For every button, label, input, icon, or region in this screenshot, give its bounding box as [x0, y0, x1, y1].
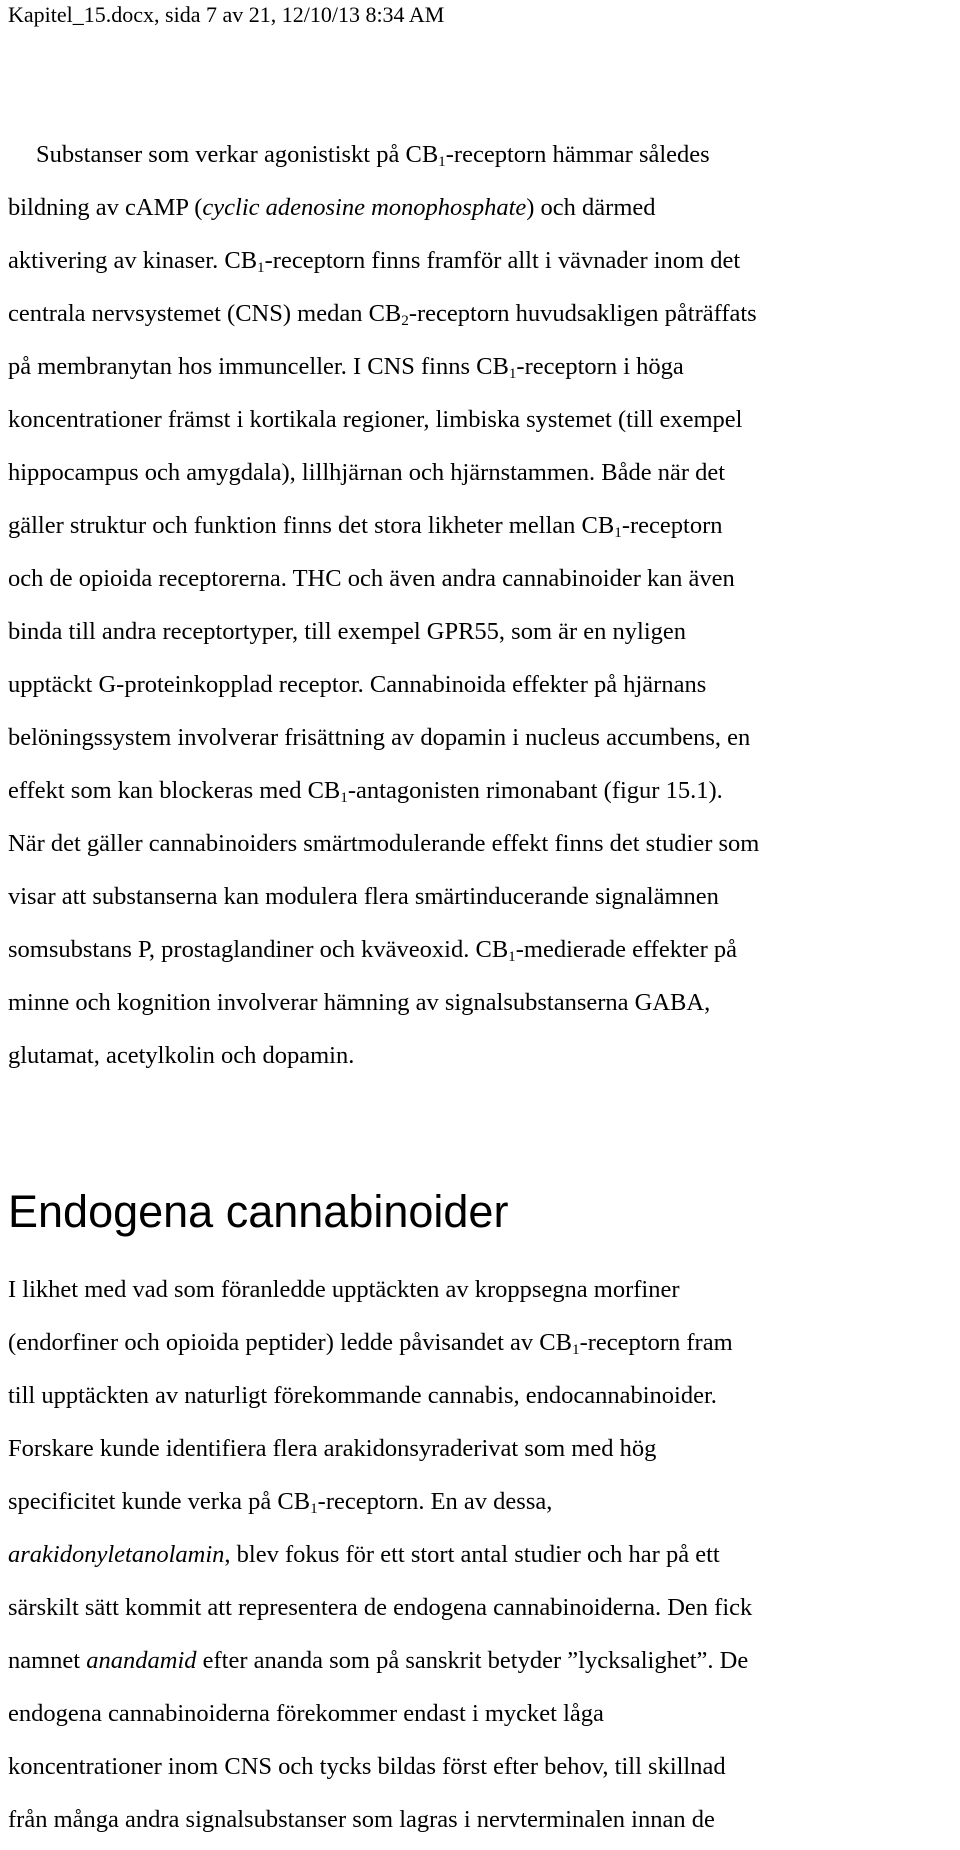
section-heading: Endogena cannabinoider — [8, 1186, 509, 1237]
subscript: 1 — [340, 788, 348, 806]
text-span: -receptorn finns framför allt i vävnader inom det — [264, 247, 741, 274]
subscript: 1 — [572, 1340, 580, 1358]
text-span: gäller struktur och funktion finns det stora likheter mellan CB — [8, 512, 615, 539]
body-paragraph-2 — [8, 1263, 943, 1846]
text-span: hippocampus och amygdala), lillhjärnan och hjärnstammen. Både när det — [8, 459, 726, 486]
text-span: aktivering av kinaser. CB — [8, 247, 258, 274]
text-span: upptäckt G-proteinkopplad receptor. Cannabinoida effekter på hjärnans — [8, 671, 707, 698]
text-line — [8, 1581, 943, 1634]
text-line — [8, 923, 943, 976]
text-span: specificitet kunde verka på CB — [8, 1488, 311, 1515]
text-span: I likhet med vad som föranledde upptäckten av kroppsegna morfiner — [8, 1276, 680, 1303]
text-line — [8, 1528, 943, 1581]
text-span: (endorfiner och opioida peptider) ledde påvisandet av CB — [8, 1329, 572, 1356]
text-span: somsubstans P, prostaglandiner och kväveoxid. CB — [8, 936, 509, 963]
text-span: efter ananda som på sanskrit betyder ”lycksalighet”. De — [196, 1647, 749, 1674]
subscript: 1 — [614, 523, 622, 541]
text-span: endogena cannabinoiderna förekommer endast i mycket låga — [8, 1700, 604, 1727]
italic-text: anandamid — [86, 1647, 197, 1674]
text-line — [8, 1740, 943, 1793]
text-span: särskilt sätt kommit att representera de endogena cannabinoiderna. Den fick — [8, 1594, 753, 1621]
text-line — [8, 128, 943, 181]
text-span: ) och därmed — [526, 194, 656, 221]
text-line — [8, 287, 943, 340]
text-span: koncentrationer främst i kortikala regioner, limbiska systemet (till exempel — [8, 406, 743, 433]
text-line — [8, 658, 943, 711]
text-line — [8, 340, 943, 393]
text-line — [8, 446, 943, 499]
text-span: glutamat, acetylkolin och dopamin. — [8, 1042, 355, 1069]
text-line — [8, 817, 943, 870]
text-line — [8, 976, 943, 1029]
text-span: centrala nervsystemet (CNS) medan CB — [8, 300, 402, 327]
body-paragraph-1 — [8, 128, 943, 1082]
text-span: effekt som kan blockeras med CB — [8, 777, 341, 804]
document-header: Kapitel_15.docx, sida 7 av 21, 12/10/13 8:34 AM — [8, 2, 445, 27]
text-span: , blev fokus för ett stort antal studier och har på ett — [224, 1541, 720, 1568]
subscript: 1 — [508, 947, 516, 965]
text-span: -receptorn. En av dessa, — [317, 1488, 553, 1515]
subscript: 1 — [438, 152, 446, 170]
text-line — [8, 1316, 943, 1369]
text-span: Forskare kunde identifiera flera arakidonsyraderivat som med hög — [8, 1435, 657, 1462]
text-line — [8, 870, 943, 923]
text-line — [8, 1369, 943, 1422]
text-line — [8, 552, 943, 605]
text-line — [8, 711, 943, 764]
text-line — [8, 393, 943, 446]
subscript: 1 — [508, 364, 517, 382]
text-span: från många andra signalsubstanser som lagras i nervterminalen innan de — [8, 1806, 715, 1833]
text-line — [8, 764, 943, 817]
text-span: -receptorn hämmar således — [445, 141, 710, 168]
subscript: 1 — [310, 1499, 318, 1517]
text-line — [8, 1422, 943, 1475]
text-span: Substanser som verkar agonistiskt på CB — [36, 141, 439, 168]
text-line — [8, 1793, 943, 1846]
text-line — [8, 234, 943, 287]
text-line — [8, 1029, 943, 1082]
text-line — [8, 605, 943, 658]
subscript: 1 — [257, 258, 265, 276]
text-span: binda till andra receptortyper, till exempel GPR55, som är en nyligen — [8, 618, 687, 645]
text-span: till upptäckten av naturligt förekommande cannabis, endocannabinoider. — [8, 1382, 717, 1409]
italic-text: arakidonyletanolamin — [8, 1541, 225, 1568]
text-span: belöningssystem involverar frisättning av dopamin i nucleus accumbens, en — [8, 724, 751, 751]
text-line — [8, 1634, 943, 1687]
text-span: bildning av cAMP ( — [8, 194, 203, 221]
text-span: minne och kognition involverar hämning av signalsubstanserna GABA, — [8, 989, 711, 1016]
text-span: koncentrationer inom CNS och tycks bildas först efter behov, till skillnad — [8, 1753, 726, 1780]
text-line — [8, 499, 943, 552]
text-span: -antagonisten rimonabant (figur 15.1). — [347, 777, 723, 804]
text-span: -medierade effekter på — [515, 936, 738, 963]
text-span: -receptorn fram — [579, 1329, 733, 1356]
text-span: på membranytan hos immunceller. I CNS finns CB — [8, 353, 509, 380]
text-line — [8, 1263, 943, 1316]
text-span: visar att substanserna kan modulera flera smärtinducerande signalämnen — [8, 883, 719, 910]
subscript: 2 — [401, 311, 409, 329]
text-span: När det gäller cannabinoiders smärtmodulerande effekt finns det studier som — [8, 830, 760, 857]
text-span: -receptorn — [621, 512, 723, 539]
italic-text: cyclic adenosine monophosphate — [202, 194, 527, 221]
text-line — [8, 1687, 943, 1740]
text-span: och de opioida receptorerna. THC och även andra cannabinoider kan även — [8, 565, 735, 592]
text-span: namnet — [8, 1647, 87, 1674]
text-line — [8, 181, 943, 234]
text-line — [8, 1475, 943, 1528]
text-span: -receptorn huvudsakligen påträffats — [408, 300, 757, 327]
text-span: -receptorn i höga — [516, 353, 684, 380]
